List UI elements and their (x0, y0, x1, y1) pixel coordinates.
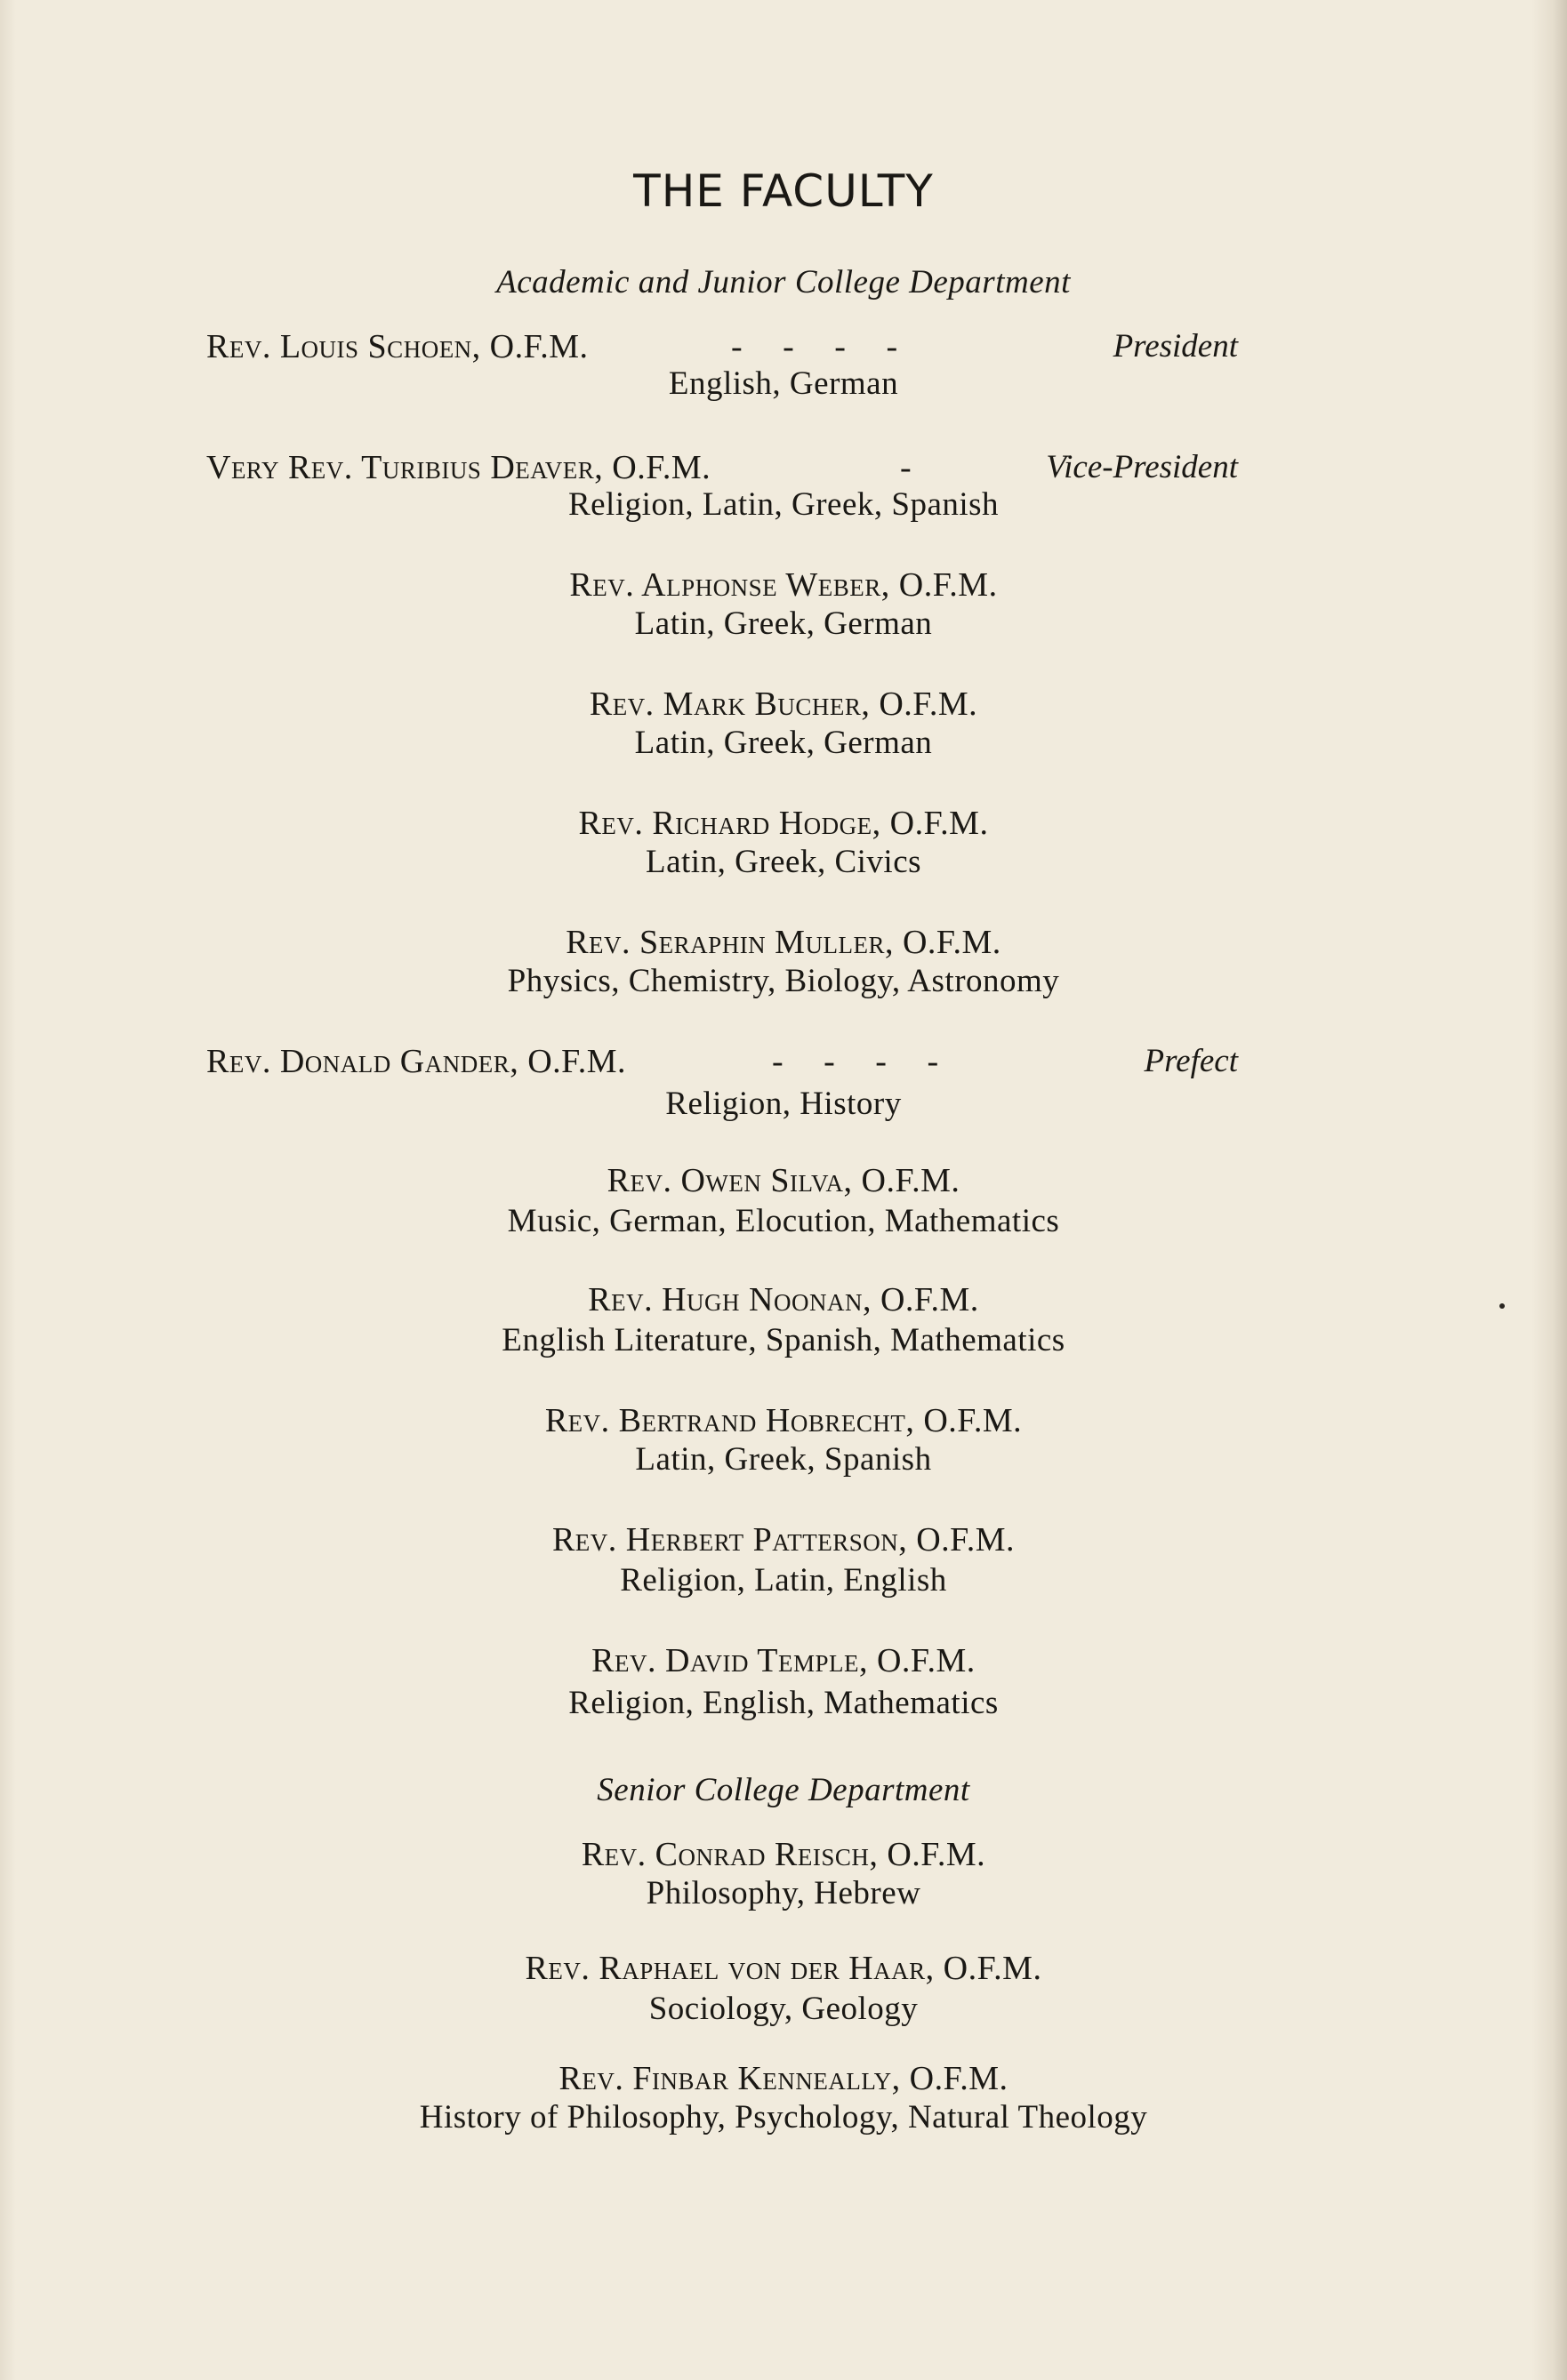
faculty-name: Rev. Herbert Patterson, O.F.M. (551, 1521, 1016, 1559)
faculty-role: President (1113, 328, 1238, 365)
faculty-subjects: Philosophy, Hebrew (646, 1875, 921, 1911)
faculty-subjects: Latin, Greek, German (634, 725, 933, 761)
faculty-name: Rev. Alphonse Weber, O.F.M. (569, 566, 998, 604)
faculty-subjects: Physics, Chemistry, Biology, Astronomy (507, 963, 1060, 999)
faculty-name: Very Rev. Turibius Deaver, O.F.M. (206, 449, 711, 486)
faculty-name: Rev. Finbar Kenneally, O.F.M. (558, 2060, 1009, 2097)
faculty-subjects: Sociology, Geology (648, 1991, 919, 2027)
faculty-subjects: Music, German, Elocution, Mathematics (507, 1203, 1060, 1239)
faculty-role: Vice-President (1046, 449, 1238, 485)
leader-dashes: - - - - (772, 1043, 955, 1080)
faculty-name: Rev. Raphael von der Haar, O.F.M. (525, 1950, 1042, 1987)
faculty-role: Prefect (1144, 1043, 1238, 1079)
faculty-name: Rev. David Temple, O.F.M. (591, 1642, 976, 1679)
faculty-name: Rev. Seraphin Muller, O.F.M. (566, 924, 1001, 961)
faculty-subjects: Latin, Greek, German (634, 605, 933, 642)
ink-speck (1499, 1303, 1505, 1309)
faculty-subjects: English Literature, Spanish, Mathematics (502, 1322, 1065, 1358)
faculty-subjects: Religion, Latin, English (620, 1562, 947, 1599)
department-heading-academic: Academic and Junior College Department (496, 264, 1071, 301)
faculty-subjects: English, German (668, 365, 899, 402)
faculty-subjects: Religion, English, Mathematics (568, 1685, 999, 1721)
faculty-name: Rev. Donald Gander, O.F.M. (206, 1043, 627, 1080)
faculty-name: Rev. Hugh Noonan, O.F.M. (588, 1281, 979, 1318)
leader-dashes: - - - - (731, 328, 914, 365)
faculty-name: Rev. Richard Hodge, O.F.M. (578, 805, 989, 842)
faculty-name: Rev. Conrad Reisch, O.F.M. (581, 1836, 986, 1873)
faculty-subjects: Religion, Latin, Greek, Spanish (567, 486, 1000, 523)
faculty-subjects: Latin, Greek, Spanish (635, 1441, 932, 1478)
faculty-subjects: Latin, Greek, Civics (645, 844, 922, 880)
faculty-name: Rev. Louis Schoen, O.F.M. (206, 328, 589, 365)
page-title: THE FACULTY (633, 165, 934, 217)
faculty-member-row (206, 1042, 1238, 1086)
faculty-name: Rev. Owen Silva, O.F.M. (607, 1162, 960, 1199)
faculty-name: Rev. Mark Bucher, O.F.M. (589, 685, 978, 723)
department-heading-senior: Senior College Department (597, 1772, 970, 1808)
faculty-subjects: Religion, History (665, 1086, 902, 1122)
leader-dashes: - (900, 449, 928, 486)
faculty-name: Rev. Bertrand Hobrecht, O.F.M. (544, 1402, 1023, 1439)
faculty-subjects: History of Philosophy, Psychology, Natural Theology (419, 2099, 1148, 2136)
